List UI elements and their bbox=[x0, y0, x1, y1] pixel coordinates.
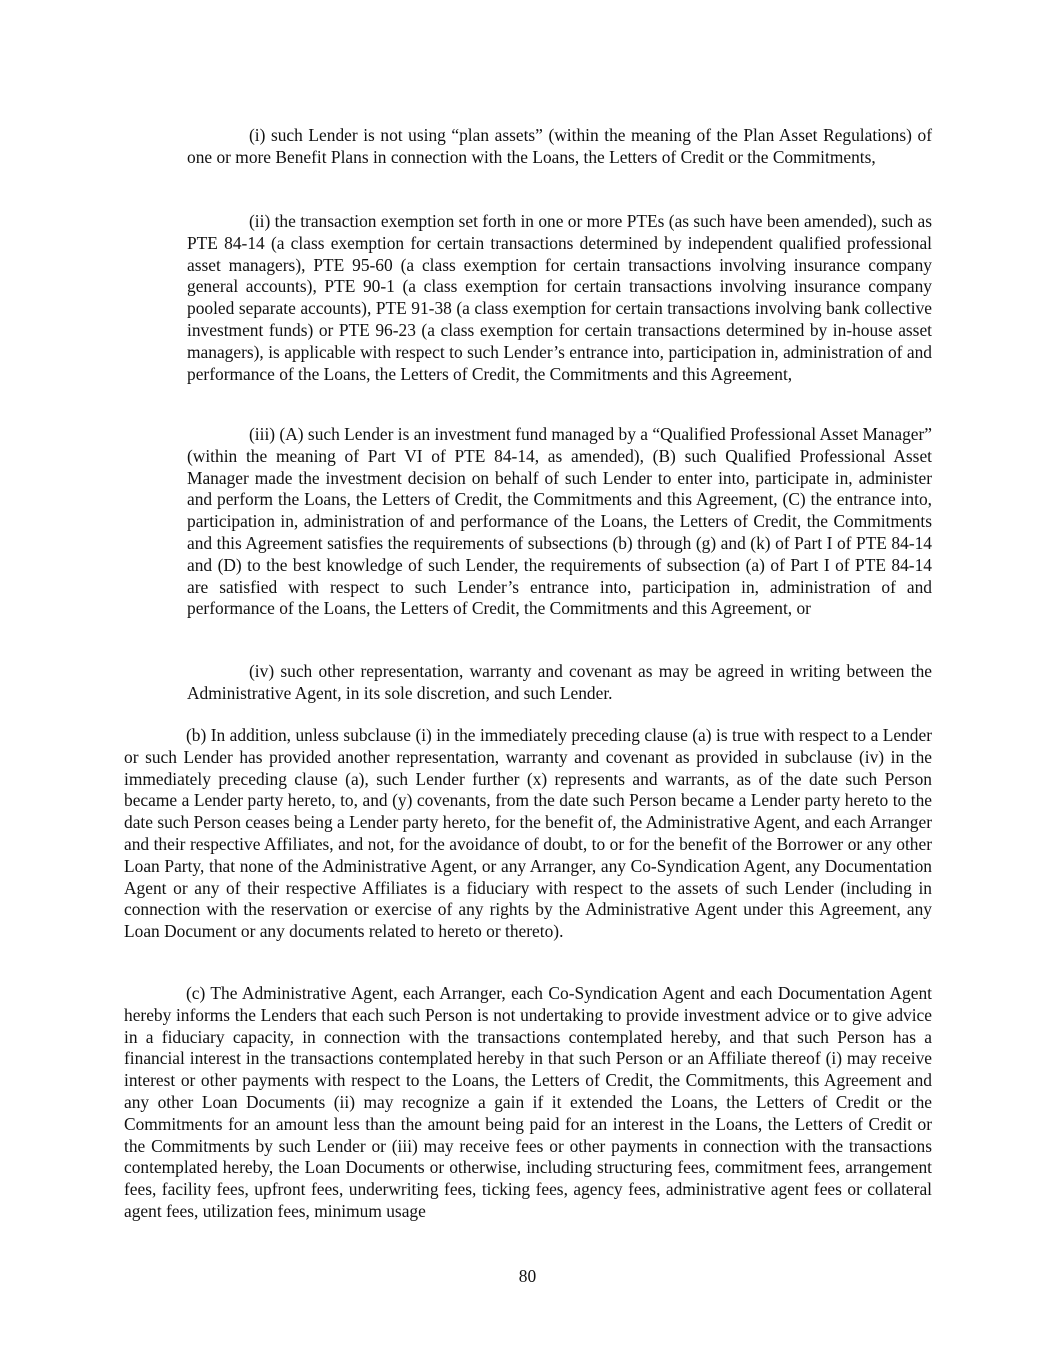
paragraph-subclause-iii: (iii) (A) such Lender is an investment fund managed by a “Qualified Professional Asset Manager” (within the meaning of Part VI of PTE 84-14, as amended), (B) such Qualified Professional Asset Manager made the investment decision on behalf of such Lender to enter into, participate in, administer and perform the Loans, the Letters of Credit, the Commitments and this Agreement, (C) the entrance into, participation in, administration of and performance of the Loans, the Letters of Credit, the Commitments and this Agreement satisfies the requirements of subsections (b) through (g) and (k) of Part I of PTE 84-14 and (D) to the best knowledge of such Lender, the requirements of subsection (a) of Part I of PTE 84-14 are satisfied with respect to such Lender’s entrance into, participation in, administration of and performance of the Loans, the Letters of Credit, the Commitments and this Agreement, or bbox=[187, 424, 932, 619]
paragraph-subclause-iv: (iv) such other representation, warranty and covenant as may be agreed in writing between the Administrative Agent, in its sole discretion, and such Lender. bbox=[187, 661, 932, 703]
paragraph-subclause-ii: (ii) the transaction exemption set forth in one or more PTEs (as such have been amended), such as PTE 84-14 (a class exemption for certain transactions determined by independent qualified professional asset managers), PTE 95-60 (a class exemption for certain transactions involving insurance company general accounts), PTE 90-1 (a class exemption for certain transactions involving insurance company pooled separate accounts), PTE 91-38 (a class exemption for certain transactions involving bank collective investment funds) or PTE 96-23 (a class exemption for certain transactions determined by in-house asset managers), is applicable with respect to such Lender’s entrance into, participation in, administration of and performance of the Loans, the Letters of Credit, the Commitments and this Agreement, bbox=[187, 211, 932, 384]
page-number: 80 bbox=[518, 1266, 537, 1286]
paragraph-subclause-i: (i) such Lender is not using “plan assets” (within the meaning of the Plan Asset Regulations) of one or more Benefit Plans in connection with the Loans, the Letters of Credit or the Commitments, bbox=[187, 125, 932, 167]
paragraph-clause-c: (c) The Administrative Agent, each Arranger, each Co-Syndication Agent and each Documentation Agent hereby informs the Lenders that each such Person is not undertaking to provide investment advice or to give advice in a fiduciary capacity, in connection with the transactions contemplated hereby, and that such Person has a financial interest in the transactions contemplated hereby in that such Person or an Affiliate thereof (i) may receive interest or other payments with respect to the Loans, the Letters of Credit, the Commitments, this Agreement and any other Loan Documents (ii) may recognize a gain if it extended the Loans, the Letters of Credit or the Commitments for an amount less than the amount being paid for an interest in the Loans, the Letters of Credit or the Commitments by such Lender or (iii) may receive fees or other payments in connection with the transactions contemplated hereby, the Loan Documents or otherwise, including structuring fees, commitment fees, arrangement fees, facility fees, upfront fees, underwriting fees, ticking fees, agency fees, administrative agent fees or collateral agent fees, utilization fees, minimum usage bbox=[124, 983, 932, 1221]
paragraph-clause-b: (b) In addition, unless subclause (i) in the immediately preceding clause (a) is true with respect to a Lender or such Lender has provided another representation, warranty and covenant as provided in subclause (iv) in the immediately preceding clause (a), such Lender further (x) represents and warrants, as of the date such Person became a Lender party hereto, to, and (y) covenants, from the date such Person became a Lender party hereto to the date such Person ceases being a Lender party hereto, for the benefit of, the Administrative Agent, and each Arranger and their respective Affiliates, and not, for the avoidance of doubt, to or for the benefit of the Borrower or any other Loan Party, that none of the Administrative Agent, or any Arranger, any Co-Syndication Agent, any Documentation Agent or any of their respective Affiliates is a fiduciary with respect to the assets of such Lender (including in connection with the reservation or exercise of any rights by the Administrative Agent under this Agreement, any Loan Document or any documents related to hereto or thereto). bbox=[124, 725, 932, 942]
